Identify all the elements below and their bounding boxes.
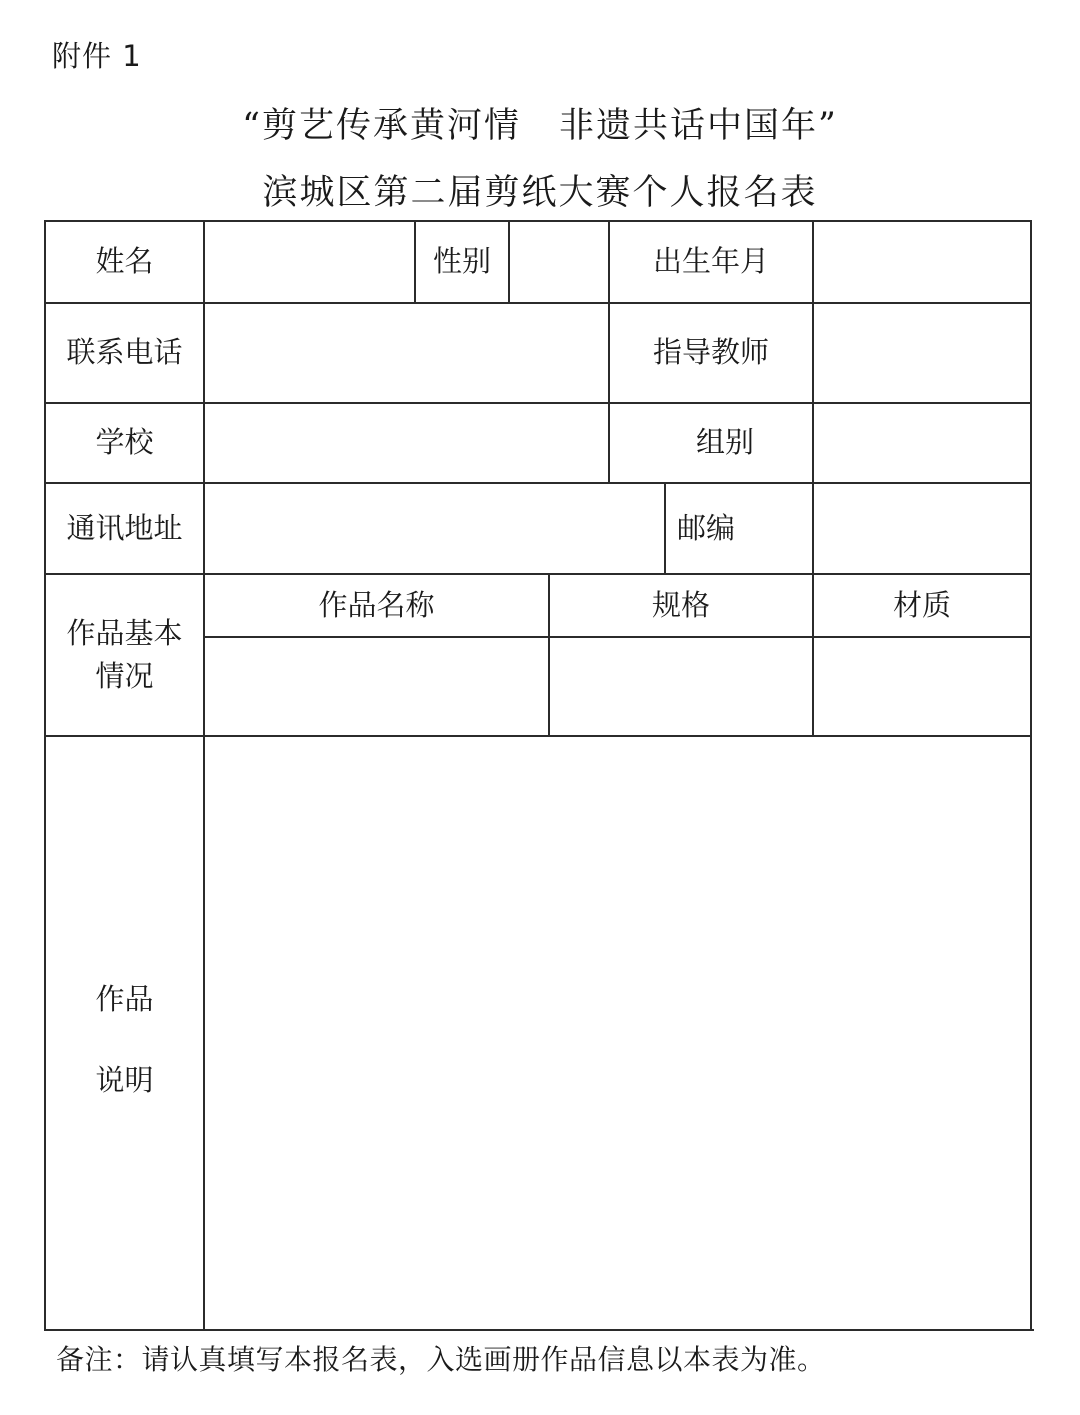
phone-field[interactable] bbox=[205, 304, 608, 402]
footnote: 备注：请认真填写本报名表，入选画册作品信息以本表为准。 bbox=[56, 1343, 826, 1376]
spec-field[interactable] bbox=[550, 638, 812, 735]
description-field[interactable] bbox=[205, 737, 1030, 1329]
address-field[interactable] bbox=[205, 484, 664, 573]
title-line-2: 滨城区第二届剪纸大赛个人报名表 bbox=[262, 173, 818, 213]
work-info-label-line-2: 情况 bbox=[95, 659, 154, 693]
gender-label: 性别 bbox=[432, 244, 491, 279]
attachment-label: 附件 1 bbox=[52, 39, 142, 73]
table-border-right bbox=[1030, 220, 1032, 1331]
name-field[interactable] bbox=[205, 222, 414, 302]
work-name-header: 作品名称 bbox=[318, 587, 435, 622]
teacher-label: 指导教师 bbox=[652, 335, 769, 370]
group-label: 组别 bbox=[695, 425, 754, 460]
gender-field[interactable] bbox=[510, 222, 608, 302]
group-field[interactable] bbox=[814, 404, 1030, 482]
spec-header: 规格 bbox=[651, 587, 710, 622]
birth-date-label: 出生年月 bbox=[652, 244, 769, 279]
birth-date-field[interactable] bbox=[814, 222, 1030, 302]
address-label: 通讯地址 bbox=[66, 510, 183, 545]
title-line-1 bbox=[0, 98, 1080, 148]
work-info-label bbox=[46, 575, 203, 735]
postcode-label: 邮编 bbox=[676, 510, 735, 545]
work-name-field[interactable] bbox=[205, 638, 548, 735]
title-line-1-left: “剪艺传承黄河情 bbox=[242, 106, 521, 146]
title-line-1-right: 非遗共话中国年” bbox=[559, 106, 838, 146]
description-label-line-1: 作品 bbox=[95, 982, 154, 1016]
name-label: 姓名 bbox=[95, 244, 154, 279]
table-border-bottom bbox=[44, 1329, 1034, 1331]
work-info-label-line-1: 作品基本 bbox=[66, 615, 183, 650]
school-label: 学校 bbox=[95, 425, 154, 460]
teacher-field[interactable] bbox=[814, 304, 1030, 402]
description-label-line-2: 说明 bbox=[95, 1063, 154, 1097]
postcode-field[interactable] bbox=[814, 484, 1030, 573]
phone-label: 联系电话 bbox=[66, 335, 183, 370]
material-field[interactable] bbox=[814, 638, 1030, 735]
material-header: 材质 bbox=[892, 587, 951, 622]
school-field[interactable] bbox=[205, 404, 608, 482]
description-label bbox=[46, 960, 203, 1120]
